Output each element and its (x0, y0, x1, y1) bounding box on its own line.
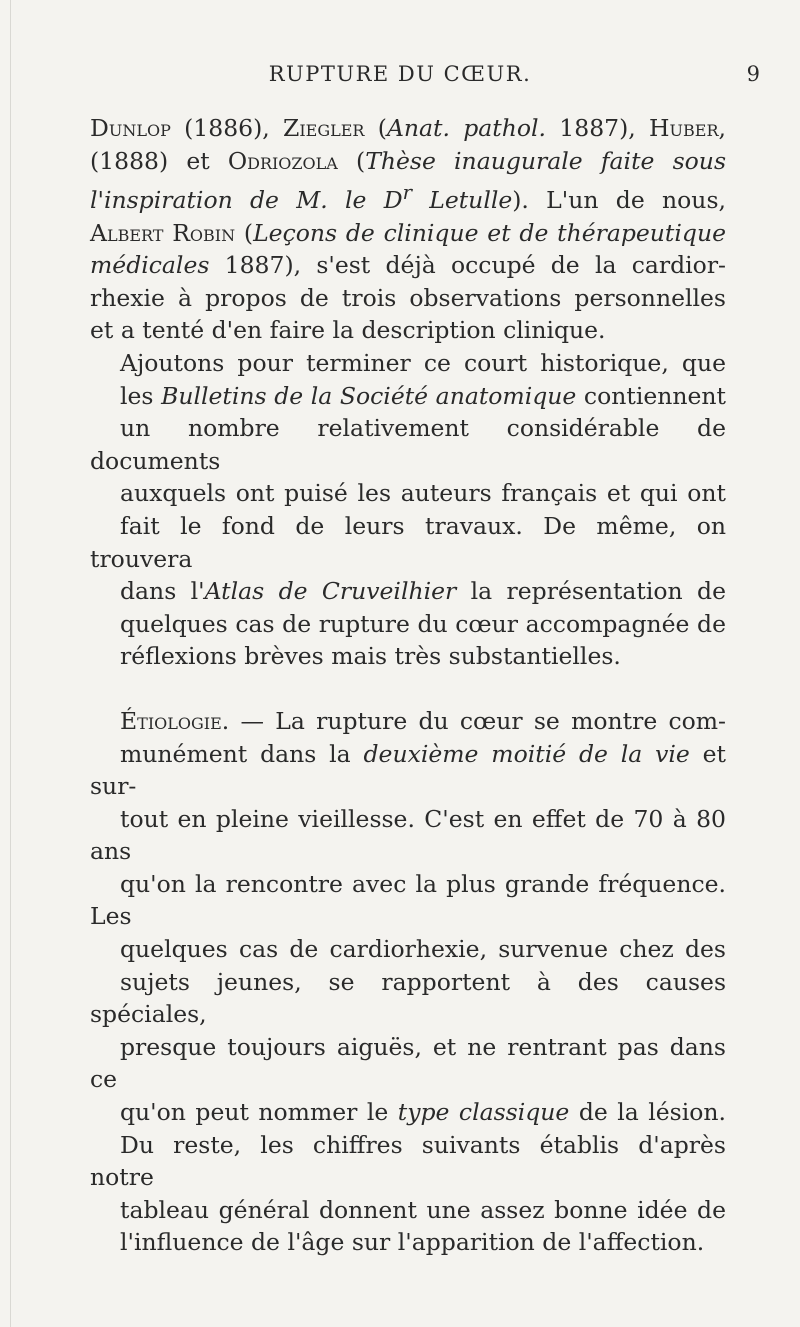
author-name: Dunlop (90, 114, 171, 142)
section-heading: Étiologie (120, 706, 222, 735)
author-name: Ziegler (283, 114, 365, 142)
page-edge-line (10, 0, 11, 1327)
text-span: la représentation de (456, 577, 726, 606)
body-text (90, 112, 726, 1259)
text-span: . — La rupture du cœur se montre com- (221, 706, 726, 735)
text-line: fait le fond de leurs travaux. De même, on trouvera (90, 511, 726, 573)
work-title: Anat. pathol. (386, 114, 547, 142)
text-line: qu'on la rencontre avec la plus grande fréquence. Les (90, 869, 726, 931)
text-line: sujets jeunes, se rapportent à des causes spéciales, (90, 967, 726, 1029)
text-line: réflexions brèves mais très substantielles. (120, 642, 621, 671)
work-title: Bulletins de la Société anatomique (161, 381, 577, 410)
text-line (90, 705, 726, 738)
author-name: Huber (649, 114, 719, 142)
text-line: quelques cas de rupture du cœur accompagnée de (120, 609, 726, 638)
text-line: quelques cas de cardiorhexie, survenue chez des (120, 935, 726, 964)
text-span: qu'on peut nommer le (120, 1098, 398, 1127)
text-line: presque toujours aiguës, et ne rentrant pas dans ce (90, 1032, 726, 1094)
text-line: tableau général donnent une assez bonne idée de (120, 1195, 726, 1224)
paragraph-bulletins (90, 347, 726, 673)
text-span: dans l' (120, 577, 205, 606)
text-line (90, 145, 726, 178)
page-number: 9 (746, 62, 760, 86)
superscript: r (402, 181, 412, 205)
text-line: et a tenté d'en faire la description clinique. (90, 316, 606, 345)
text-line (90, 575, 726, 608)
paragraph-etiologie (90, 705, 726, 1259)
text-span: (1888) et (90, 146, 228, 175)
text-span: 1887), (546, 114, 650, 142)
author-name: Albert Robin (90, 218, 236, 247)
work-title: Letulle (411, 186, 513, 215)
text-span: les (120, 381, 162, 410)
text-line (90, 380, 726, 413)
running-title: RUPTURE DU CŒUR. (268, 62, 532, 86)
text-span: 1887), s'est déjà occupé de la cardior- (209, 251, 726, 280)
emphasis: deuxième moitié de la vie (363, 739, 690, 768)
text-line (90, 217, 726, 250)
text-line: Du reste, les chiffres suivants établis d'après notre (90, 1130, 726, 1192)
paragraph-history-continued (90, 112, 726, 347)
text-line (90, 738, 726, 803)
text-line: Ajoutons pour terminer ce court historique, que (120, 348, 726, 377)
text-line: rhexie à propos de trois observations personnelles (90, 283, 726, 312)
work-title: Atlas de Cruveilhier (204, 577, 457, 606)
text-span: et sur- (90, 739, 726, 801)
text-span: ( (364, 114, 387, 142)
text-line (90, 1096, 726, 1129)
text-span: ). L'un de nous, (512, 186, 726, 215)
text-span: de la lésion. (569, 1098, 726, 1127)
author-name: Odriozola (227, 146, 338, 175)
text-line (90, 249, 726, 282)
page-header (0, 58, 800, 90)
work-title: Leçons de clinique et de thérapeutique (253, 218, 726, 247)
text-line: auxquels ont puisé les auteurs français et qui ont (120, 479, 726, 508)
text-line: l'influence de l'âge sur l'apparition de l'affection. (120, 1228, 705, 1257)
work-title: l'inspiration de M. le D (90, 186, 403, 215)
text-line: tout en pleine vieillesse. C'est en effet de 70 à 80 ans (90, 804, 726, 866)
emphasis: type classique (397, 1098, 570, 1127)
text-span: munément dans la (120, 739, 364, 768)
text-span: ( (337, 146, 366, 175)
text-span: contiennent (576, 381, 727, 410)
work-title: médicales (90, 251, 210, 280)
text-line: un nombre relativement considérable de documents (90, 414, 726, 475)
text-line (90, 177, 726, 216)
text-span: (1886), (170, 114, 284, 142)
text-line: Dunlop (1886), Ziegler (Anat. pathol. 1887), Huber, (90, 114, 726, 142)
work-title: Thèse inaugurale faite sous (365, 146, 727, 175)
text-span: ( (235, 218, 254, 247)
